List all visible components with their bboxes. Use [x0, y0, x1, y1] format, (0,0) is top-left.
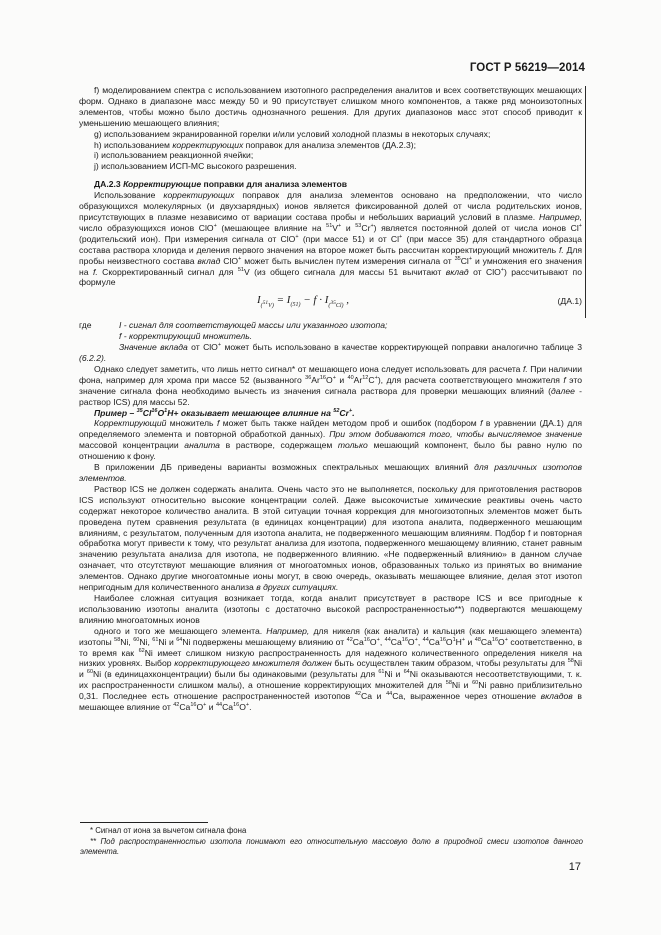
standard-designation: ГОСТ Р 56219—2014: [469, 62, 585, 74]
change-bar: [585, 86, 586, 318]
list-item-h: h) использованием корректирующих поправок для анализа элементов (ДА.2.3);: [94, 139, 416, 150]
where-label: где: [79, 320, 92, 331]
paragraph-net-signal: Однако следует заметить, что лишь нетто сигнал* от мешающего иона следует использовать для расчета f. При наличии фона, например для хрома при массе 52 (вызванного $^{36}$Ar$^{16}$O+ и $^{40}$Ar$^{12}$C+), для расчета соответствующего множителя f это значение сигнала фона необходимо вычесть из значения сигнала раствора для проверки мешающих влияний (далее - раствор ICS) для массы 52.: [79, 363, 583, 407]
formula-number: (ДА.1): [557, 296, 582, 307]
paragraph-correction-basis: Использование корректирующих поправок для анализа элементов основано на предположении, что число образующихся молекулярных (и двухзарядных) ионов является фиксированной долей от числа родительских ионов, присутствующих в плазме независимо от вариации состава пробы и небольших вариаций условий в плазме. Например, число образующихся ионов ClO+ (мешающее влияние на $^{51}$V+ и $^{53}$Cr+) является постоянной долей от числа ионов Cl+ (родительский ион). При измерения сигнала от ClO+ (при массе 51) и от Cl+ (при массе 35) для стандартного образца состава раствора хлорида и деления первого значения на второе может быть рассчитан корректирующий множитель f. Для пробы неизвестного состава вклад ClO+ может быть вычислен путем измерения сигнала от $^{35}$Cl+ и умножения его значения на f. Скорректированный сигнал для $^{51}$V (из общего сигнала для массы 51 вычитают вклад от ClO+) рассчитывают по формуле: [79, 190, 583, 288]
formula-row: [79, 291, 582, 315]
contribution-note: Значение вклада от ClO+ может быть использовано в качестве корректирующей поправки аналогично таблице 3 (6.2.2).: [79, 342, 582, 364]
list-item-f: f) моделированием спектра с использованием изотопного распределения аналитов и всех соответствующих мешающих форм. Однако в диапазоне масс между 50 и 90 присутствует слишком много компонентов, а также ряд моноизотопных элементов, чтобы можно было достичь однозначного решения. Для других диапазонов масс этот способ приводит к уменьшению мешающего влияния;: [79, 85, 582, 128]
legend-item-f: f - корректирующий множитель.: [119, 331, 253, 342]
list-item-g: g) использованием экранированной горелки и/или условий холодной плазмы в некоторых случаях;: [94, 128, 491, 139]
paragraph-ics-solution: Раствор ICS не должен содержать аналита. Очень часто это не выполняется, поскольку для приготовления растворов ICS используют относительно высокие концентрации солей. Даже высокочистые химические реактивы очень часто содержат некоторое количество аналита. В этой ситуации точная коррекция для многоизотопных элементов может быть проведена путем сравнения результата (в единицах концентрации) для изотопа аналита, подверженного мешающим влияниям, с результатом, полученным для изотопа аналита, не подверженного мешающим влияниям. Подбор f и повторная обработка могут привести к тому, что результат анализа для изотопа, подверженного мешающему влиянию, станет равным значению результата анализа для изотопа, не подверженного влиянию. «Не подверженный влиянию» в данном случае означает, что отсутствуют мешающие влияния от многоатомных ионов, образованных только из принятых во внимание элементов. Однако другие многоатомные ионы могут, в свою очередь, оказывать мешающее влияние, делая этот изотоп непригодным для количественного анализа в других ситуациях.: [79, 483, 582, 593]
paragraph-nickel-example: одного и того же мешающего элемента. Например, для никеля (как аналита) и кальция (как мешающего элемента) изотопы $^{58}$Ni, $^{60}$Ni, $^{61}$Ni и $^{64}$Ni подвержены мешающему влиянию от $^{42}$Ca$^{16}$O+, $^{44}$Ca$^{16}$O+, $^{44}Ca^{16}O^1H^+$ и $^{48}$Ca$^{16}$O+ соответственно, в то время как $^{62}$Ni имеет слишком низкую распространенность для надежного количественного определения никеля на низких уровнях. Выбор корректирующего множителя должен быть осуществлен таким образом, чтобы результаты для $^{58}$Ni и $^{60}$Ni (в единицахконцентрации) были бы одинаковыми (результаты для $^{61}$Ni и $^{64}$Ni оказываются несоответствующими, т. к. их распространенности слишком малы), а отношение корректирующих множителей для $^{58}$Ni и $^{60}$Ni равно приблизительно 0,31. Последнее есть отношение распространенностей изотопов $^{42}$Ca и $^{44}$Ca, выраженное через отношение вкладов в мешающее влияние от $^{42}$Ca$^{16}$O+ и $^{44}$Ca$^{16}$O+.: [79, 625, 583, 713]
formula-da1: $I_{(^{51}V)} = I_{(51)} - f \cdot I_{(^{35}Cl)}$ ,: [257, 294, 350, 309]
section-heading: ДА.2.3 Корректирующие поправки для анализа элементов: [94, 179, 348, 190]
footnote-2: ** Под распространенностью изотопа понимают его относительную массовую долю в природной смеси изотопов данного элемента.: [80, 837, 583, 856]
example-line: Пример – $^{35}Cl^{16}O^1H+$ оказывает мешающее влияние на $^{52}$Cr+.: [94, 407, 355, 418]
paragraph-trial-error: Корректирующий множитель f может быть также найден методом проб и ошибок (подбором f в уравнении (ДА.1) для определяемого элемента и повторной обработкой данных). При этом добиваются того, чтобы вычисляемое значение массовой концентрации аналита в растворе, содержащем только мешающий компонент, было бы равно нулю по отношению к фону.: [79, 418, 583, 462]
paragraph-complex-case: Наиболее сложная ситуация возникает тогда, когда аналит присутствует в растворе ICS и все пригодные к использованию изотопы аналита (изотопы с достаточно высокой распространенностью**) подвергаются мешающему влиянию многоатомных ионов: [79, 592, 582, 625]
page-number: 17: [568, 861, 581, 873]
footnote-1: * Сигнал от иона за вычетом сигнала фона: [90, 826, 247, 835]
list-item-i: i) использованием реакционной ячейки;: [94, 150, 254, 161]
list-item-j: j) использованием ИСП-МС высокого разрешения.: [94, 161, 297, 172]
formula-legend: [79, 320, 582, 342]
body-text: [79, 85, 582, 713]
legend-item-i: I - сигнал для соответствующей массы или указанного изотопа;: [119, 320, 388, 331]
paragraph-appendix-ref: В приложении ДБ приведены варианты возможных спектральных мешающих влияний для различных изотопов элементов.: [79, 462, 582, 483]
footnote-separator: [80, 822, 208, 823]
